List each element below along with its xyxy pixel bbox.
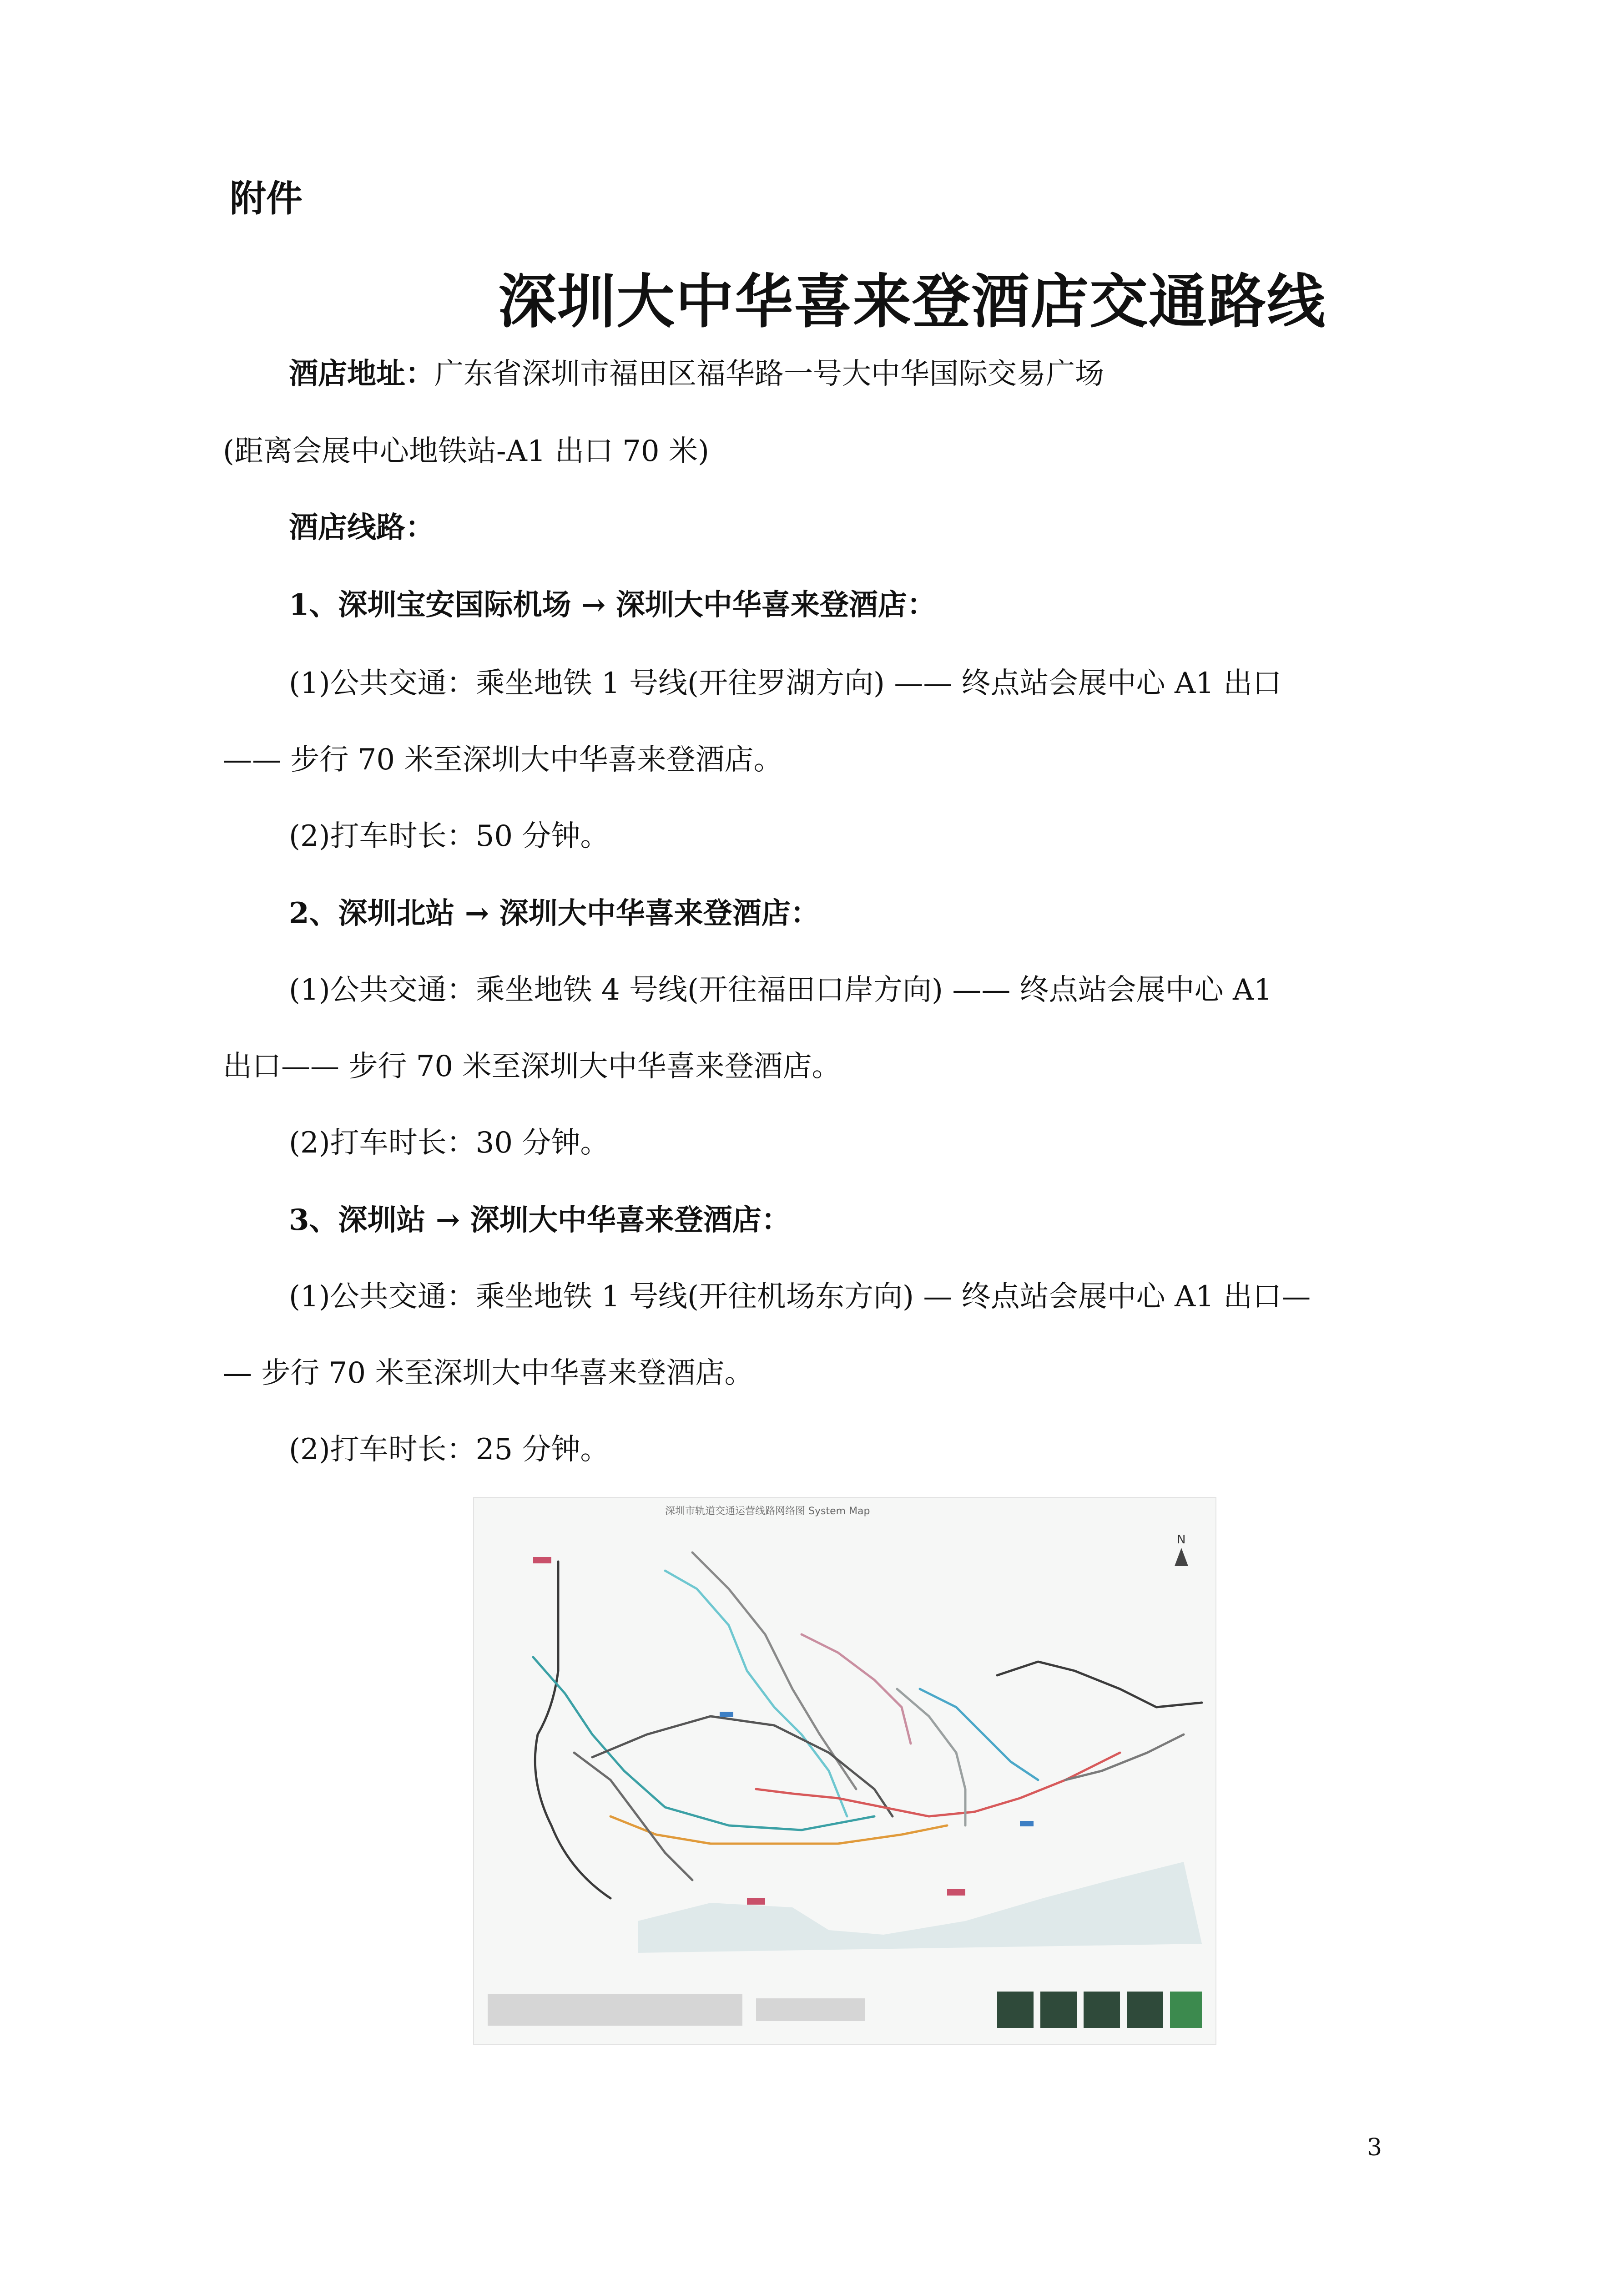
page-number: 3: [1367, 2134, 1382, 2161]
address-line: [289, 350, 1104, 392]
route-public-transit-cont: —— 步行 70 米至深圳大中华喜来登酒店。: [223, 743, 783, 777]
address-value: 广东省深圳市福田区福华路一号大中华国际交易广场: [434, 357, 1104, 391]
route-public-transit-cont: — 步行 70 米至深圳大中华喜来登酒店。: [223, 1356, 754, 1390]
route-public-transit: (1)公共交通：乘坐地铁 1 号线(开往机场东方向) — 终点站会展中心 A1 出口—: [289, 1280, 1311, 1314]
metro-map-image: [473, 1497, 1216, 2045]
routes-label: 酒店线路：: [289, 511, 434, 545]
route-taxi-time: (2)打车时长：25 分钟。: [289, 1433, 610, 1466]
compass-icon: N: [1177, 1533, 1186, 1547]
route-taxi-time: (2)打车时长：50 分钟。: [289, 819, 610, 853]
metro-map-title: 深圳市轨道交通运营线路网络图 System Map: [665, 1506, 870, 1517]
address-label: 酒店地址：: [289, 357, 434, 391]
metro-network-graphic: [474, 1498, 1215, 2044]
route-public-transit-cont: 出口—— 步行 70 米至深圳大中华喜来登酒店。: [223, 1050, 841, 1083]
attachment-label: 附件: [230, 177, 303, 220]
route-public-transit: (1)公共交通：乘坐地铁 1 号线(开往罗湖方向) —— 终点站会展中心 A1 出口: [289, 667, 1282, 700]
route-taxi-time: (2)打车时长：30 分钟。: [289, 1126, 610, 1160]
route-heading: 2、深圳北站 → 深圳大中华喜来登酒店：: [289, 896, 820, 930]
page-title: 深圳大中华喜来登酒店交通路线: [498, 268, 1326, 336]
route-heading: 3、深圳站 → 深圳大中华喜来登酒店：: [289, 1203, 791, 1237]
route-heading: 1、深圳宝安国际机场 → 深圳大中华喜来登酒店：: [289, 588, 936, 622]
route-public-transit: (1)公共交通：乘坐地铁 4 号线(开往福田口岸方向) —— 终点站会展中心 A1: [289, 973, 1272, 1007]
address-note: (距离会展中心地铁站-A1 出口 70 米): [223, 435, 709, 468]
